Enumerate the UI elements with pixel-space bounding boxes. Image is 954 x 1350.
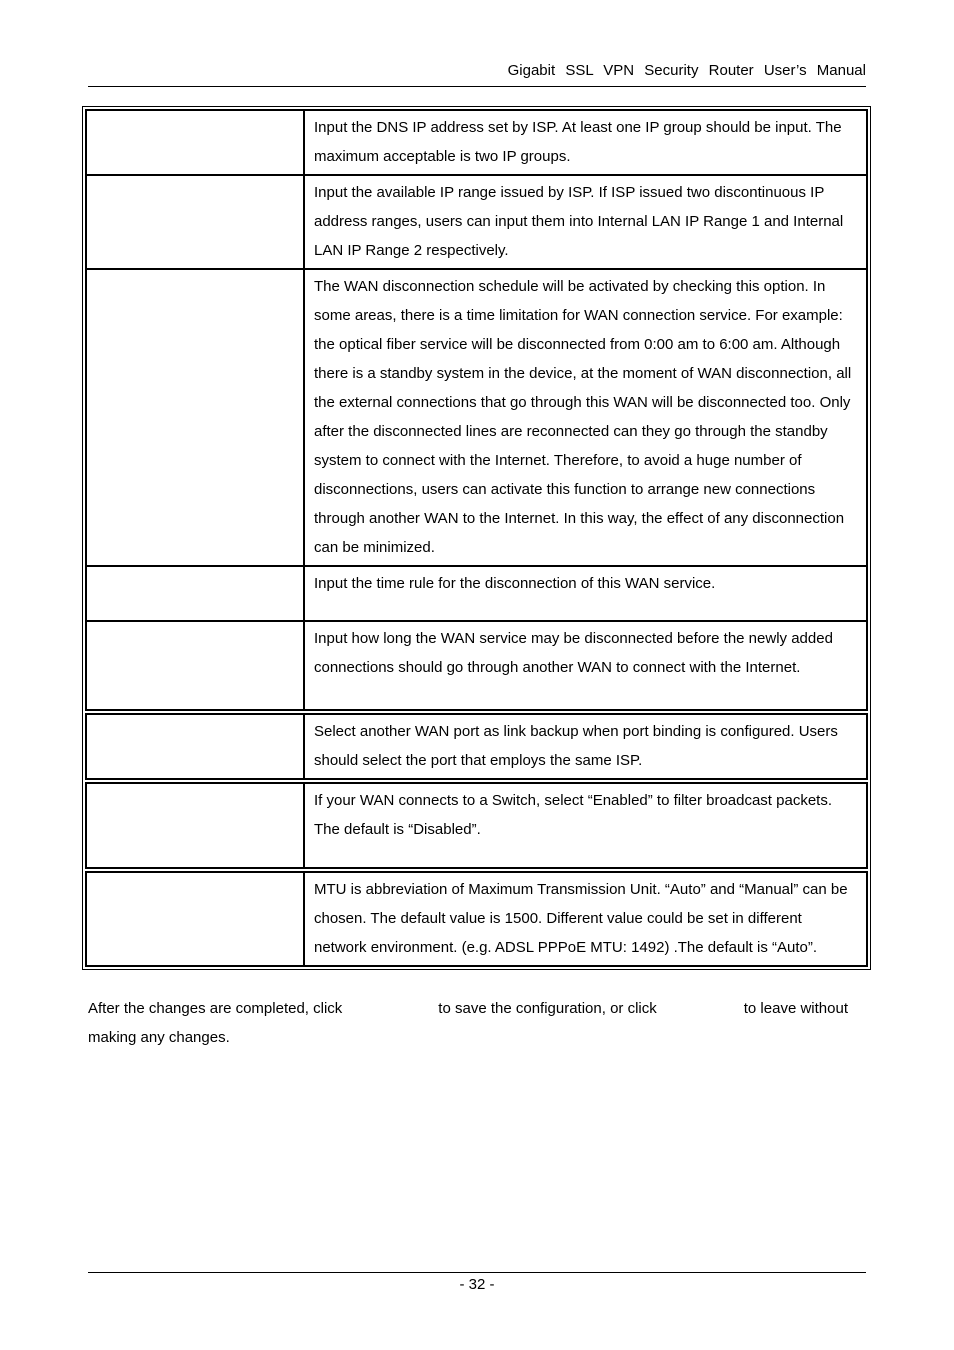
table-cell-label	[86, 714, 304, 779]
table-row	[86, 621, 867, 710]
table-cell-label	[86, 566, 304, 621]
table-row	[86, 269, 867, 566]
table-cell-label	[86, 621, 304, 710]
closing-line-2: making any changes.	[88, 1029, 230, 1046]
table-row	[86, 783, 867, 868]
table-cell-description: MTU is abbreviation of Maximum Transmission Unit. “Auto” and “Manual” can be chosen. The default value is 1500. Different value could be set in different network environment. (e.g. ADSL PPPoE MTU: 1492) .The default is “Auto”.	[304, 872, 867, 966]
table-section-4	[85, 871, 868, 967]
header-rule	[88, 86, 866, 87]
table-cell-description: Input the available IP range issued by ISP. If ISP issued two discontinuous IP address ranges, users can input them into Internal LAN IP Range 1 and Internal LAN IP Range 2 respectively.	[304, 175, 867, 269]
closing-text-3: to leave without	[743, 1000, 848, 1017]
table-cell-description: Input the time rule for the disconnection of this WAN service.	[304, 566, 867, 621]
closing-text-2: to save the configuration, or click	[438, 1000, 657, 1017]
table-cell-description: The WAN disconnection schedule will be activated by checking this option. In some areas, there is a time limitation for WAN connection service. For example: the optical fiber service will be disconnected from 0:00 am to 6:00 am. Although there is a standby system in the device, at the moment of WAN disconnection, all the external connections that go through this WAN will be disconnected too. Only after the disconnected lines are reconnected can they go through the standby system to connect with the Internet. Therefore, to avoid a huge number of disconnections, users can activate this function to arrange new connections through another WAN to the Internet. In this way, the effect of any disconnection can be minimized.	[304, 269, 867, 566]
table-section-3	[85, 782, 868, 869]
closing-text-1: After the changes are completed, click	[88, 1000, 343, 1017]
table-cell-label	[86, 783, 304, 868]
table-cell-label	[86, 110, 304, 175]
table-row	[86, 566, 867, 621]
table-cell-label	[86, 872, 304, 966]
table-section-1	[85, 109, 868, 711]
table-row	[86, 714, 867, 779]
table-cell-description: Input how long the WAN service may be disconnected before the newly added connections should go through another WAN to connect with the Internet.	[304, 621, 867, 710]
closing-paragraph	[88, 994, 866, 1052]
description-table-group	[82, 106, 871, 970]
table-row	[86, 110, 867, 175]
header-title: Gigabit SSL VPN Security Router User’s Manual	[507, 62, 866, 79]
page-number: - 32 -	[459, 1276, 495, 1293]
cancel-button-slot	[657, 1012, 744, 1013]
table-cell-description: Input the DNS IP address set by ISP. At least one IP group should be input. The maximum acceptable is two IP groups.	[304, 110, 867, 175]
table-cell-label	[86, 269, 304, 566]
apply-button-slot	[342, 1012, 438, 1013]
closing-line-1	[88, 994, 866, 1023]
table-cell-description: Select another WAN port as link backup when port binding is configured. Users should select the port that employs the same ISP.	[304, 714, 867, 779]
table-cell-description: If your WAN connects to a Switch, select “Enabled” to filter broadcast packets. The default is “Disabled”.	[304, 783, 867, 868]
table-row	[86, 872, 867, 966]
table-cell-label	[86, 175, 304, 269]
table-section-2	[85, 713, 868, 780]
table-row	[86, 175, 867, 269]
page-footer	[88, 1272, 866, 1293]
